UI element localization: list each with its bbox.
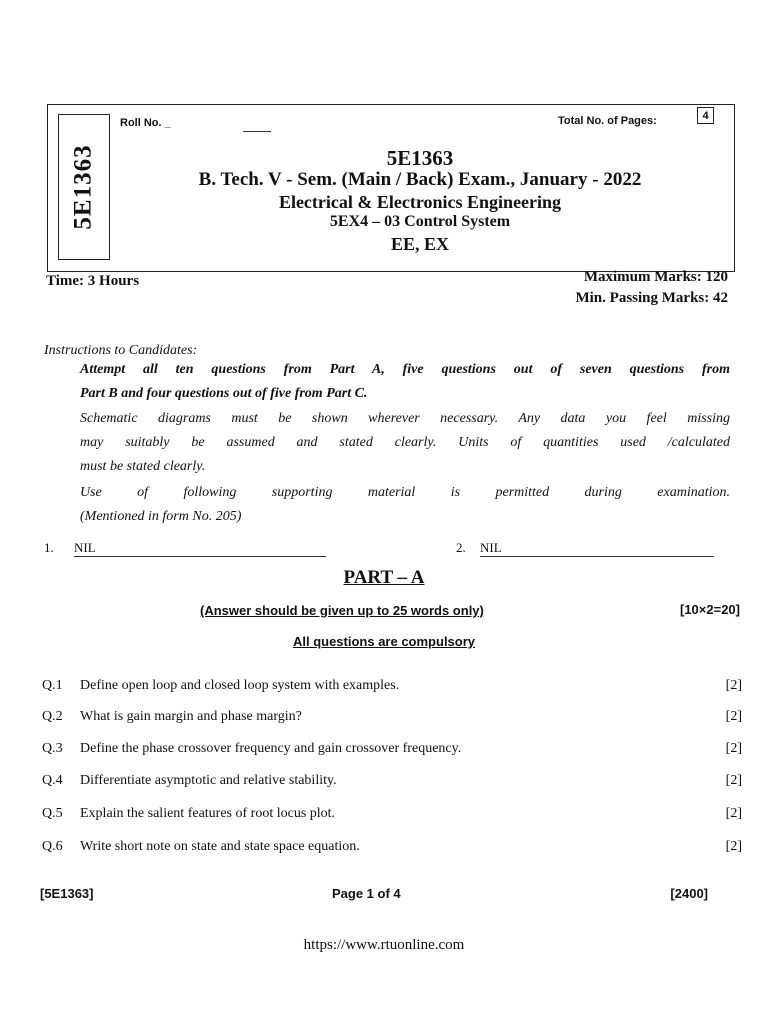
question-row: [42, 709, 742, 729]
question-row: [42, 773, 742, 793]
exam-title: B. Tech. V - Sem. (Main / Back) Exam., January - 2022: [198, 169, 642, 190]
footer-paper-code: [5E1363]: [40, 886, 94, 901]
question-marks: [2]: [725, 806, 742, 821]
part-a-marks: [10×2=20]: [680, 602, 740, 617]
question-number: Q.1: [42, 678, 63, 693]
instruction-3-line-2: (Mentioned in form No. 205): [80, 509, 242, 524]
total-pages-value: 4: [697, 107, 714, 124]
question-marks: [2]: [725, 741, 742, 756]
question-number: Q.3: [42, 741, 63, 756]
question-text: Define open loop and closed loop system with examples.: [80, 678, 400, 693]
material-2-text: NIL: [480, 540, 502, 555]
question-row: [42, 806, 742, 826]
time-duration: Time: 3 Hours: [46, 273, 140, 289]
instruction-2-line-2: may suitably be assumed and stated clearly. Units of quantities used /calculated: [80, 435, 730, 450]
question-text: Explain the salient features of root locus plot.: [80, 806, 336, 821]
material-2-field: [480, 540, 714, 557]
instruction-2-line-1: Schematic diagrams must be shown wherever necessary. Any data you feel missing: [80, 411, 730, 426]
material-2-number: 2.: [456, 540, 466, 555]
instruction-1-line-2: Part B and four questions out of five from Part C.: [80, 386, 368, 401]
footer-url: https://www.rtuonline.com: [303, 937, 465, 953]
paper-code: 5E1363: [386, 146, 454, 170]
side-paper-code: 5E1363: [70, 144, 97, 230]
question-row: [42, 678, 742, 698]
question-number: Q.5: [42, 806, 63, 821]
total-pages-label: Total No. of Pages:: [558, 115, 657, 127]
material-1-field: [74, 540, 326, 557]
part-a-compulsory-note: All questions are compulsory: [292, 634, 476, 649]
footer-page-number: Page 1 of 4: [332, 886, 401, 901]
branch-name: Electrical & Electronics Engineering: [278, 192, 562, 212]
question-marks: [2]: [725, 678, 742, 693]
material-1-number: 1.: [44, 540, 54, 555]
roll-number-line: [243, 131, 271, 132]
question-text: Write short note on state and state space equation.: [80, 839, 360, 854]
min-passing-marks: Min. Passing Marks: 42: [575, 290, 728, 306]
instruction-3-line-1: Use of following supporting material is permitted during examination.: [80, 485, 730, 500]
instruction-2-line-3: must be stated clearly.: [80, 459, 206, 474]
footer-print-count: [2400]: [670, 886, 708, 901]
question-number: Q.6: [42, 839, 63, 854]
part-a-title: PART – A: [343, 567, 425, 588]
roll-number-label: Roll No. _: [120, 117, 171, 129]
subject-name: 5EX4 – 03 Control System: [329, 213, 511, 230]
streams: EE, EX: [390, 234, 450, 254]
instructions-heading: Instructions to Candidates:: [44, 343, 198, 358]
instruction-1-line-1: Attempt all ten questions from Part A, five questions out of seven questions from: [80, 362, 730, 377]
maximum-marks: Maximum Marks: 120: [583, 269, 728, 285]
question-marks: [2]: [725, 839, 742, 854]
question-text: What is gain margin and phase margin?: [80, 709, 302, 724]
question-marks: [2]: [725, 773, 742, 788]
material-1-text: NIL: [74, 540, 96, 555]
question-text: Define the phase crossover frequency and gain crossover frequency.: [80, 741, 462, 756]
question-marks: [2]: [725, 709, 742, 724]
part-a-word-limit: (Answer should be given up to 25 words only): [200, 603, 484, 618]
question-row: [42, 839, 742, 859]
question-number: Q.4: [42, 773, 63, 788]
question-row: [42, 741, 742, 761]
question-number: Q.2: [42, 709, 63, 724]
question-text: Differentiate asymptotic and relative stability.: [80, 773, 337, 788]
